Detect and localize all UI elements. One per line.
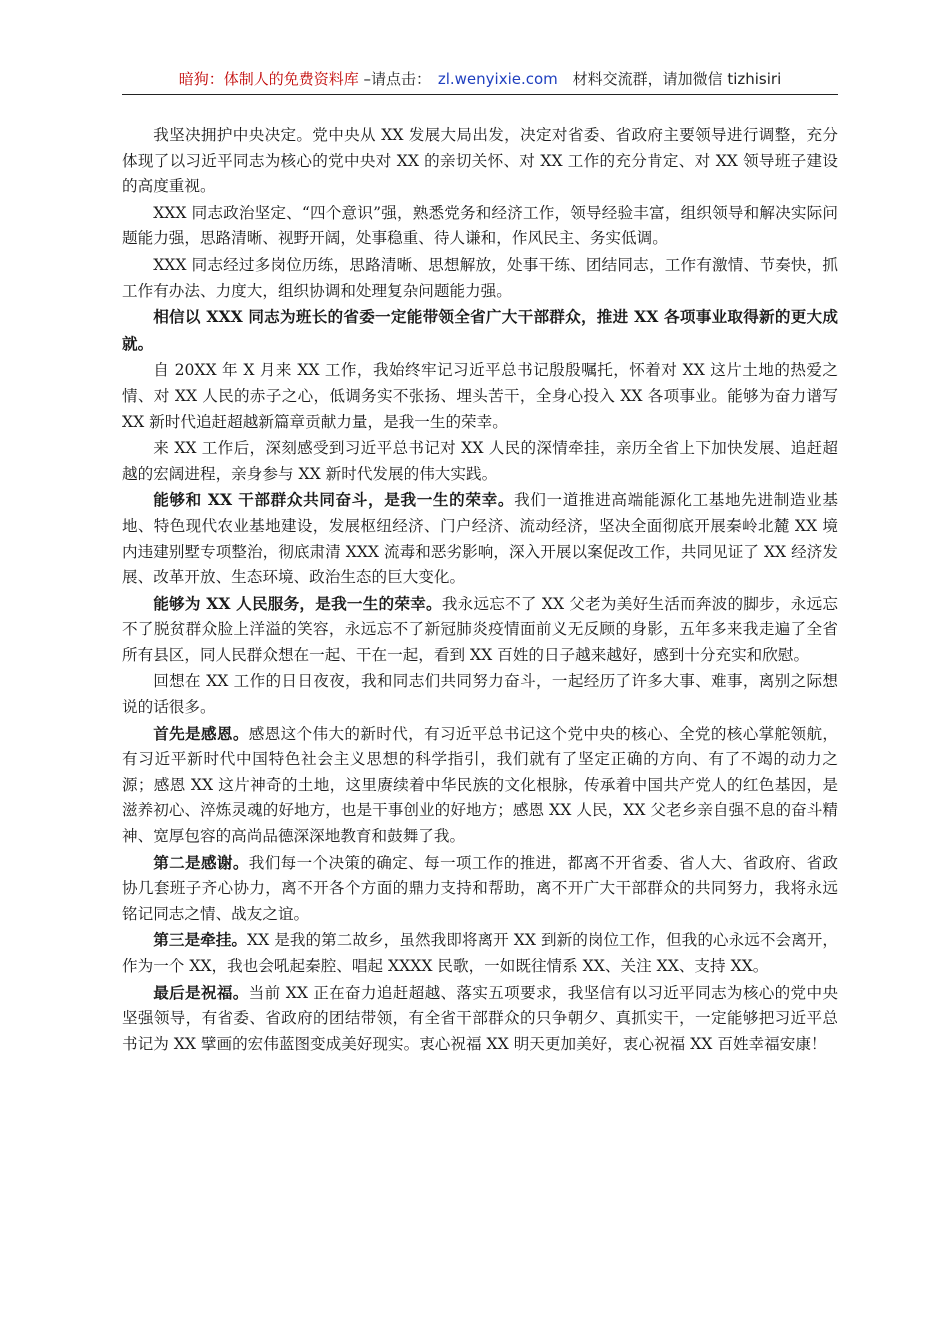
paragraph-4-lead: 相信以 XXX 同志为班长的省委一定能带领全省广大干部群众，推进 XX 各项事业取得新的更大成就。 <box>122 307 838 353</box>
header-url-link[interactable]: zl.wenyixie.com <box>437 70 558 88</box>
paragraph-3-text: XXX 同志经过多岗位历练，思路清晰、思想解放，处事干练、团结同志，工作有激情、节奏快，抓工作有办法、力度大，组织协调和处理复杂问题能力强。 <box>122 255 838 300</box>
paragraph-2-text: XXX 同志政治坚定、“四个意识”强，熟悉党务和经济工作，领导经验丰富，组织领导和解决实际问题能力强，思路清晰、视野开阔，处事稳重、待人谦和，作风民主、务实低调。 <box>122 203 838 248</box>
paragraph-11-lead: 第二是感谢。 <box>153 852 249 872</box>
header-group-note: 材料交流群，请加微信 tizhisiri <box>572 70 782 88</box>
paragraph-1 <box>122 122 838 200</box>
paragraph-11-text: 我们每一个决策的确定、每一项工作的推进，都离不开省委、省人大、省政府、省政协几套班子齐心协力，离不开各个方面的鼎力支持和帮助，离不开广大干部群众的共同努力，我将永远铭记同志之情、战友之谊。 <box>122 853 838 923</box>
paragraph-7-lead: 能够和 XX 干部群众共同奋斗，是我一生的荣幸。 <box>153 490 515 510</box>
paragraph-7-text: 我们一道推进高端能源化工基地先进制造业基地、特色现代农业基地建设，发展枢纽经济、门户经济、流动经济，坚决全面彻底开展秦岭北麓 XX 境内违建别墅专项整治，彻底肃清 XXX 流毒和恶劣影响，深入开展以案促改工作，共同见证了 XX 经济发展、改革开放、生态环境、政治生态的巨大变化。 <box>122 491 838 587</box>
paragraph-8-text: 我永远忘不了 XX 父老为美好生活而奔波的脚步，永远忘不了脱贫群众脸上洋溢的笑容，永远忘不了新冠肺炎疫情面前义无反顾的身影，五年多来我走遍了全省所有县区，同人民群众想在一起、干在一起，看到 XX 百姓的日子越来越好，感到十分充实和欣慰。 <box>122 594 838 664</box>
paragraph-7 <box>122 487 838 590</box>
paragraph-10-text: 感恩这个伟大的新时代，有习近平总书记这个党中央的核心、全党的核心掌舵领航，有习近平新时代中国特色社会主义思想的科学指引，我们就有了坚定正确的方向、有了不竭的动力之源；感恩 XX 这片神奇的土地，这里赓续着中华民族的文化根脉，传承着中国共产党人的红色基因，是滋养初心、淬炼灵魂的好地方，也是干事创业的好地方；感恩 XX 人民，XX 父老乡亲自强不息的奋斗精神、宽厚包容的高尚品德深深地教育和鼓舞了我。 <box>122 724 838 846</box>
paragraph-10-lead: 首先是感恩。 <box>153 723 249 743</box>
paragraph-10 <box>122 721 838 850</box>
page-header <box>122 68 838 95</box>
paragraph-8 <box>122 591 838 669</box>
paragraph-3 <box>122 252 838 304</box>
header-click-prompt: –请点击： <box>363 70 432 88</box>
paragraph-11 <box>122 850 838 928</box>
paragraph-5-text: 自 20XX 年 X 月来 XX 工作，我始终牢记习近平总书记殷殷嘱托，怀着对 XX 这片土地的热爱之情、对 XX 人民的赤子之心，低调务实不张扬、埋头苦干，全身心投入 XX 各项事业。能够为奋力谱写 XX 新时代追赶超越新篇章贡献力量，是我一生的荣幸。 <box>122 361 838 431</box>
document-body <box>122 122 838 1057</box>
paragraph-6-text: 来 XX 工作后，深刻感受到习近平总书记对 XX 人民的深情牵挂，亲历全省上下加快发展、追赶超越的宏阔进程，亲身参与 XX 新时代发展的伟大实践。 <box>122 439 838 483</box>
paragraph-13 <box>122 980 838 1058</box>
paragraph-2 <box>122 200 838 252</box>
paragraph-6 <box>122 435 838 487</box>
paragraph-5 <box>122 357 838 435</box>
paragraph-4 <box>122 304 838 357</box>
paragraph-8-lead: 能够为 XX 人民服务，是我一生的荣幸。 <box>153 593 442 613</box>
paragraph-1-text: 我坚决拥护中央决定。党中央从 XX 发展大局出发，决定对省委、省政府主要领导进行调整，充分体现了以习近平同志为核心的党中央对 XX 的亲切关怀、对 XX 工作的充分肯定、对 XX 领导班子建设的高度重视。 <box>122 126 838 196</box>
paragraph-13-lead: 最后是祝福。 <box>153 982 249 1002</box>
paragraph-12-lead: 第三是牵挂。 <box>153 930 248 950</box>
paragraph-9 <box>122 668 838 720</box>
paragraph-12-text: XX 是我的第二故乡，虽然我即将离开 XX 到新的岗位工作，但我的心永远不会离开，作为一个 XX，我也会吼起秦腔、唱起 XXXX 民歌，一如既往情系 XX、关注 XX、支持 XX。 <box>122 931 838 975</box>
paragraph-12 <box>122 927 838 979</box>
paragraph-13-text: 当前 XX 正在奋力追赶超越、落实五项要求，我坚信有以习近平同志为核心的党中央坚强领导，有省委、省政府的团结带领，有全省干部群众的只争朝夕、真抓实干，一定能够把习近平总书记为 XX 擘画的宏伟蓝图变成美好现实。衷心祝福 XX 明天更加美好，衷心祝福 XX 百姓幸福安康！ <box>122 983 838 1053</box>
paragraph-9-text: 回想在 XX 工作的日日夜夜，我和同志们共同努力奋斗，一起经历了许多大事、难事，离别之际想说的话很多。 <box>122 672 838 717</box>
header-brand: 暗狗：体制人的免费资料库 <box>178 70 359 88</box>
